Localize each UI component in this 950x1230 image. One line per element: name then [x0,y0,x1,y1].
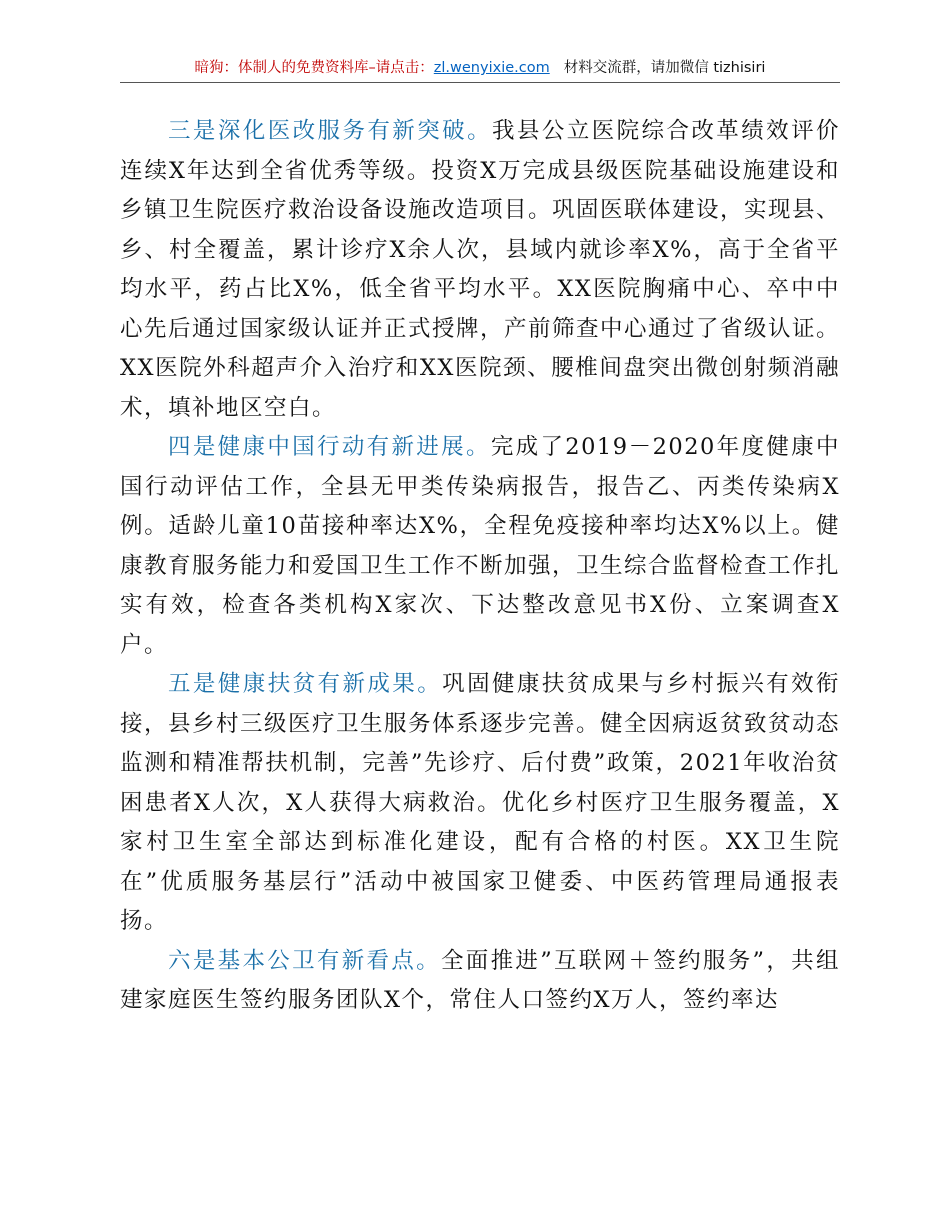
paragraph-text: 全面推进”互联网＋签约服务”，共组建家庭医生签约服务团队X个，常住人口签约X万人，签约率达 [120,947,840,1013]
paragraph-text: 我县公立医院综合改革绩效评价连续X年达到全省优秀等级。投资X万完成县级医院基础设施建设和乡镇卫生院医疗救治设备设施改造项目。巩固医联体建设，实现县、乡、村全覆盖，累计诊疗X余人次，县域内就诊率X%，高于全省平均水平，药占比X%，低全省平均水平。XX医院胸痛中心、卒中中心先后通过国家级认证并正式授牌，产前筛查中心通过了省级认证。XX医院外科超声介入治疗和XX医院颈、腰椎间盘突出微创射频消融术，填补地区空白。 [120,118,841,421]
paragraph-poverty-alleviation [120,665,840,942]
paragraph-text: 巩固健康扶贫成果与乡村振兴有效衔接，县乡村三级医疗卫生服务体系逐步完善。健全因病返贫致贫动态监测和精准帮扶机制，完善”先诊疗、后付费”政策，2021年收治贫困患者X人次，X人获得大病救治。优化乡村医疗卫生服务覆盖，X家村卫生室全部达到标准化建设，配有合格的村医。XX卫生院在”优质服务基层行”活动中被国家卫健委、中医药管理局通报表扬。 [120,671,841,934]
header-brand: 暗狗：体制人的免费资料库 [194,60,369,76]
header-link[interactable]: zl.wenyixie.com [433,60,550,76]
paragraph-healthy-china [120,428,840,665]
paragraph-lead: 五是健康扶贫有新成果。 [168,671,443,697]
paragraph-public-health [120,942,840,1021]
document-body [120,112,840,1021]
paragraph-healthcare-reform [120,112,840,428]
header-divider [120,82,840,83]
paragraph-lead: 六是基本公卫有新看点。 [168,947,441,974]
header-click-prompt: –请点击： [368,60,434,76]
header-wechat: 材料交流群，请加微信 tizhisiri [563,60,766,76]
page-header [120,58,840,78]
paragraph-text: 完成了2019－2020年度健康中国行动评估工作，全县无甲类传染病报告，报告乙、丙类传染病X例。适龄儿童10苗接种率达X%，全程免疫接种率均达X%以上。健康教育服务能力和爱国卫生工作不断加强，卫生综合监督检查工作扎实有效，检查各类机构X家次、下达整改意见书X份、立案调查X户。 [120,434,841,658]
paragraph-lead: 四是健康中国行动有新进展。 [168,434,491,460]
paragraph-lead: 三是深化医改服务有新突破。 [168,118,492,144]
